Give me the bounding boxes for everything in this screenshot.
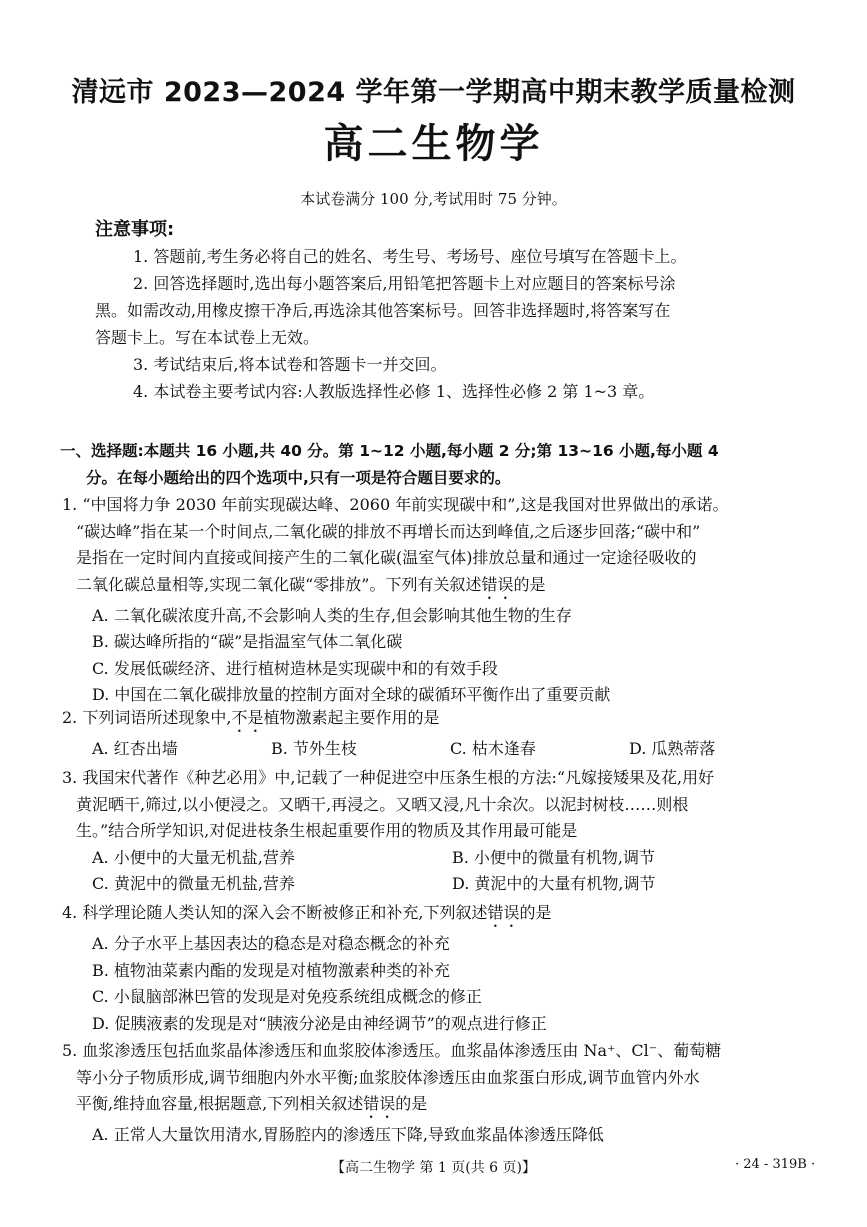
question-stem-line xyxy=(62,705,807,736)
question-stem-tail: 的是 xyxy=(519,903,552,922)
notice-item: 3. 考试结束后,将本试卷和答题卡一并交回。 xyxy=(133,355,447,374)
question-stem-line: 生。”结合所学知识,对促进枝条生根起重要作用的物质及其作用最可能是 xyxy=(76,821,578,840)
notice-item: 4. 本试卷主要考试内容:人教版选择性必修 1、选择性必修 2 第 1~3 章。 xyxy=(133,382,655,401)
question-stem-line: 5. 血浆渗透压包括血浆晶体渗透压和血浆胶体渗透压。血浆晶体渗透压由 Na⁺、Cl⁻、葡萄糖 xyxy=(62,1041,722,1060)
option-a: A. 正常人大量饮用清水,胃肠腔内的渗透压下降,导致血浆晶体渗透压降低 xyxy=(92,1125,604,1144)
question-4 xyxy=(62,900,807,1037)
section-heading-line: 一、选择题:本题共 16 小题,共 40 分。第 1~12 小题,每小题 2 分;第 13~16 小题,每小题 4 xyxy=(60,442,719,460)
section-heading-line: 分。在每小题给出的四个选项中,只有一项是符合题目要求的。 xyxy=(86,469,511,487)
question-stem-line: 黄泥晒干,筛过,以小便浸之。又晒干,再浸之。又晒又浸,凡十余次。以泥封树枝……则根 xyxy=(76,794,689,814)
question-stem-text: 2. 下列词语所述现象中, xyxy=(62,708,232,727)
option-a: A. 二氧化碳浓度升高,不会影响人类的生存,但会影响其他生物的生存 xyxy=(92,605,572,625)
question-3 xyxy=(62,765,807,898)
option-c: C. 黄泥中的微量无机盐,营养 xyxy=(92,874,295,893)
question-stem-line: “碳达峰”指在某一个时间点,二氧化碳的排放不再增长而达到峰值,之后逐步回落;“碳中和” xyxy=(76,521,701,541)
option-c: C. 枯木逢春 xyxy=(450,739,536,758)
question-5 xyxy=(62,1038,807,1149)
question-stem-line: 1. “中国将力争 2030 年前实现碳达峰、2060 年前实现碳中和”,这是我国对世界做出的承诺。 xyxy=(62,495,729,514)
emphasis-word: 不是 xyxy=(231,708,264,727)
option-c: C. 发展低碳经济、进行植树造林是实现碳中和的有效手段 xyxy=(92,658,498,678)
option-b: B. 碳达峰所指的“碳”是指温室气体二氧化碳 xyxy=(92,632,403,651)
option-row xyxy=(62,871,807,898)
option-b: B. 节外生枝 xyxy=(271,739,357,758)
question-stem-line xyxy=(62,572,807,603)
subject-title: 高二生物学 xyxy=(323,121,544,167)
option-b: B. 小便中的微量有机物,调节 xyxy=(452,847,656,867)
page-footer: 【高二生物学 第 1 页(共 6 页)】 xyxy=(331,1160,536,1176)
question-stem-line xyxy=(62,900,807,931)
notice-list xyxy=(95,243,775,405)
option-a: A. 分子水平上基因表达的稳态是对稳态概念的补充 xyxy=(92,934,450,953)
option-d: D. 瓜熟蒂落 xyxy=(629,739,716,758)
question-stem-line xyxy=(62,1091,807,1122)
notice-heading: 注意事项: xyxy=(95,219,175,240)
exam-title: 清远市 2023—2024 学年第一学期高中期末教学质量检测 xyxy=(71,77,796,108)
notice-item: 2. 回答选择题时,选出每小题答案后,用铅笔把答题卡上对应题目的答案标号涂 xyxy=(133,274,676,293)
notice-item: 答题卡上。写在本试卷上无效。 xyxy=(95,328,320,347)
emphasis-word: 错误 xyxy=(481,574,514,594)
question-stem-line: 是指在一定时间内直接或间接产生的二氧化碳(温室气体)排放总量和通过一定途径吸收的 xyxy=(76,548,697,567)
emphasis-word: 错误 xyxy=(363,1094,396,1113)
question-stem-text: 二氧化碳总量相等,实现二氧化碳“零排放”。下列有关叙述 xyxy=(76,574,482,594)
notice-item: 1. 答题前,考生务必将自己的姓名、考生号、考场号、座位号填写在答题卡上。 xyxy=(133,247,687,266)
option-row xyxy=(62,845,807,872)
option-c: C. 小鼠脑部淋巴管的发现是对免疫系统组成概念的修正 xyxy=(92,987,482,1006)
question-stem-tail: 植物激素起主要作用的是 xyxy=(263,708,440,727)
option-d: D. 中国在二氧化碳排放量的控制方面对全球的碳循环平衡作出了重要贡献 xyxy=(92,685,611,704)
option-a: A. 红杏出墙 xyxy=(92,739,178,758)
emphasis-word: 错误 xyxy=(487,903,520,922)
option-row xyxy=(62,736,807,763)
question-stem-tail: 的是 xyxy=(513,574,546,594)
question-stem-text: 平衡,维持血容量,根据题意,下列相关叙述 xyxy=(76,1094,364,1113)
score-line: 本试卷满分 100 分,考试用时 75 分钟。 xyxy=(300,190,567,208)
option-b: B. 植物油菜素内酯的发现是对植物激素种类的补充 xyxy=(92,960,450,980)
notice-item: 黑。如需改动,用橡皮擦干净后,再选涂其他答案标号。回答非选择题时,将答案写在 xyxy=(95,301,671,320)
question-2 xyxy=(62,705,807,763)
question-stem-line: 3. 我国宋代著作《种艺必用》中,记载了一种促进空中压条生根的方法:“凡嫁接矮果及花,用好 xyxy=(62,768,715,787)
question-stem-line: 等小分子物质形成,调节细胞内外水平衡;血浆胶体渗透压由血浆蛋白形成,调节血管内外水 xyxy=(76,1067,700,1087)
option-d: D. 黄泥中的大量有机物,调节 xyxy=(452,874,656,893)
exam-code: · 24 - 319B · xyxy=(735,1157,816,1172)
question-stem-tail: 的是 xyxy=(395,1094,428,1113)
section-heading xyxy=(60,438,800,492)
question-stem-text: 4. 科学理论随人类认知的深入会不断被修正和补充,下列叙述 xyxy=(62,903,488,922)
question-1 xyxy=(62,492,807,709)
option-a: A. 小便中的大量无机盐,营养 xyxy=(92,847,295,867)
option-d: D. 促胰液素的发现是对“胰液分泌是由神经调节”的观点进行修正 xyxy=(92,1013,547,1033)
